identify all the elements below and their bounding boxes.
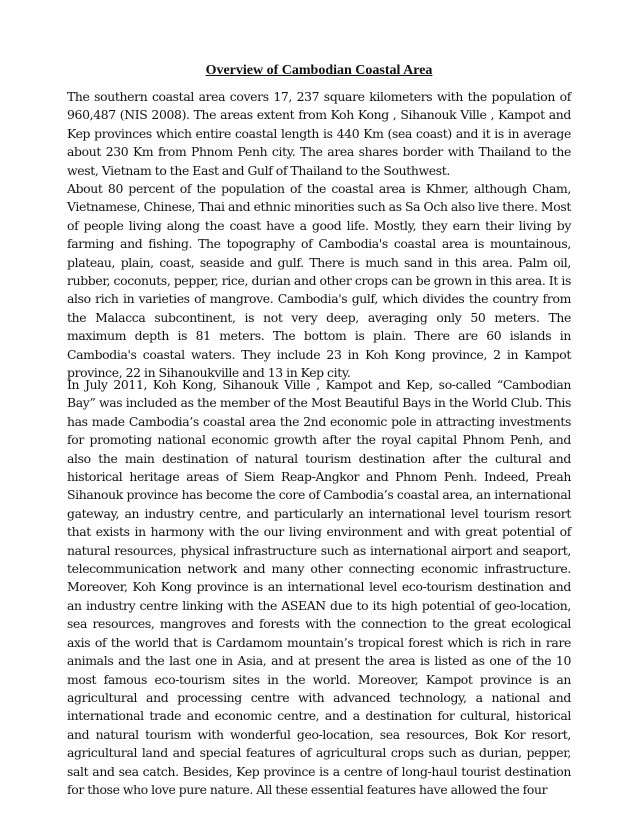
paragraph-population-topography: About 80 percent of the population of the coastal area is Khmer, although Cham, Vietnamese, Chinese, Thai and ethnic minorities such as Sa Och also live there. Most of people living along the coast have a good life. Mostly, they earn their living by farming and fishing. The topography of Cambodia's coastal area is mountainous, plateau, plain, coast, seaside and gulf. There is much sand in this area. Palm oil, rubber, coconuts, pepper, rice, durian and other crops can be grown in this area. It is also rich in varieties of mangrove. Cambodia's gulf, which divides the country from the Malacca subcontinent, is not very deep, averaging only 50 meters. The maximum depth is 81 meters. The bottom is plain. There are 60 islands in Cambodia's coastal waters. They include 23 in Koh Kong province, 2 in Kampot province, 22 in Sihanoukville and 13 in Kep city. [67, 181, 571, 381]
paragraph-cambodian-bay: In July 2011, Koh Kong, Sihanouk Ville , Kampot and Kep, so-called “Cambodian Bay” was included as the member of the Most Beautiful Bays in the World Club. This has made Cambodia’s coastal area the 2nd economic pole in attracting investments for promoting national economic growth after the royal capital Phnom Penh, and also the main destination of natural tourism destination after the cultural and historical heritage areas of Siem Reap-Angkor and Phnom Penh. Indeed, Preah Sihanouk province has become the core of Cambodia’s coastal area, an international gateway, an industry centre, and particularly an international level tourism resort that exists in harmony with the our living environment and with great potential of natural resources, physical infrastructure such as international airport and seaport, telecommunication network and many other connecting economic infrastructure. Moreover, Koh Kong province is an international level eco-tourism destination and an industry centre linking with the ASEAN due to its high potential of geo-location, sea resources, mangroves and forests with the connection to the great ecological axis of the world that is Cardamom mountain’s tropical forest which is rich in rare animals and the last one in Asia, and at present the area is listed as one of the 10 most famous eco-tourism sites in the world. Moreover, Kampot province is an agricultural and processing centre with advanced technology, a national and international trade and economic centre, and a destination for cultural, historical and natural tourism with wonderful geo-location, sea resources, Bok Kor resort, agricultural land and special features of agricultural crops such as durian, pepper, salt and sea catch. Besides, Kep province is a centre of long-haul tourist destination for those who love pure nature. All these essential features have allowed the four [67, 377, 571, 797]
paragraph-coastal-overview: The southern coastal area covers 17, 237 square kilometers with the population of 960,487 (NIS 2008). The areas extent from Koh Kong , Sihanouk Ville , Kampot and Kep provinces which entire coastal length is 440 Km (sea coast) and it is in average about 230 Km from Phnom Penh city. The area shares border with Thailand to the west, Vietnam to the East and Gulf of Thailand to the Southwest. [67, 89, 571, 178]
document-title: Overview of Cambodian Coastal Area [205, 63, 433, 78]
